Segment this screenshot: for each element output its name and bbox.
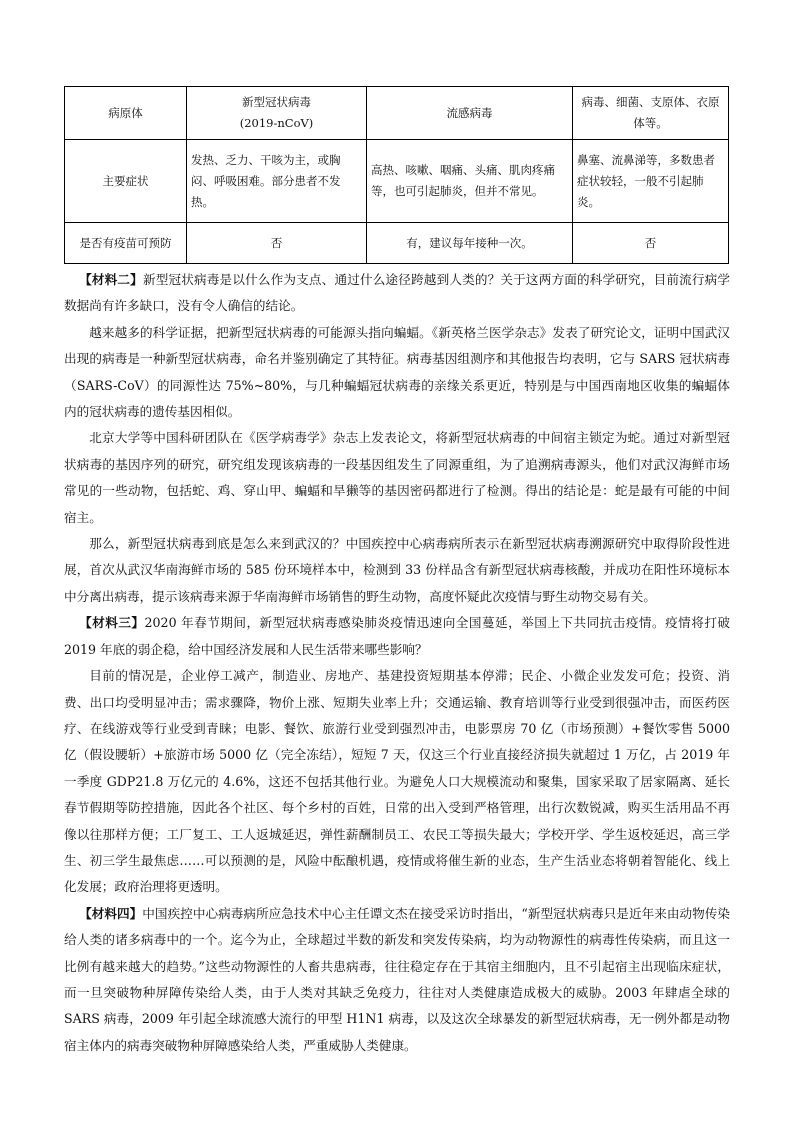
- cell-flu-vaccine: 有，建议每年接种一次。: [367, 223, 573, 264]
- document-page: [64, 86, 730, 1059]
- comparison-table: [64, 86, 729, 264]
- material4-paragraph-1: [64, 901, 730, 1059]
- material2-tag: 【材料二】: [79, 272, 143, 287]
- material3-tag: 【材料三】: [79, 615, 145, 631]
- material3-text-1: 2020 年春节期间，新型冠状病毒感染肺炎疫情迅速向全国蔓延，举国上下共同抗击疫情。疫情将打破 2019 年底的弱企稳，给中国经济发展和人民生活带来哪些影响？: [64, 615, 731, 657]
- table-row-symptoms: [65, 140, 729, 223]
- row-label-vaccine: 是否有疫苗可预防: [65, 223, 187, 264]
- header-covid: [187, 87, 367, 140]
- table-row-vaccine: [65, 223, 729, 264]
- row-label-symptoms: 主要症状: [65, 140, 187, 223]
- material3-paragraph-1: [64, 610, 730, 663]
- header-covid-code: (2019-nCoV): [239, 116, 314, 130]
- material2-paragraph-1: [64, 267, 730, 320]
- material2-paragraph-3: 北京大学等中国科研团队在《医学病毒学》杂志上发表论文，将新型冠状病毒的中间宿主锁定为蛇。通过对新型冠状病毒的基因序列的研究，研究组发现该病毒的一段基因组发生了同源重组，为了追溯病毒源头，他们对武汉海鲜市场常见的一些动物，包括蛇、鸡、穿山甲、蝙蝠和旱獭等的基因密码都进行了检测。得出的结论是：蛇是最有可能的中间宿主。: [64, 430, 730, 525]
- material2-paragraph-4: 那么，新型冠状病毒到底是怎么来到武汉的？中国疾控中心病毒病所表示在新型冠状病毒溯源研究中取得阶段性进展，首次从武汉华南海鲜市场的 585 份环境样本中，检测到 33 份样品含有新型冠状病毒核酸，并成功在阳性环境标本中分离出病毒，提示该病毒来源于华南海鲜市场销售的野生动物，高度怀疑此次疫情与野生动物交易有关。: [64, 536, 730, 604]
- cell-cold-vaccine: 否: [573, 223, 729, 264]
- material2-text-1: 新型冠状病毒是以什么作为支点、通过什么途径跨越到人类的？关于这两方面的科学研究，目前流行病学数据尚有许多缺口，没有令人确信的结论。: [64, 272, 731, 314]
- material3-paragraph-2: 目前的情况是，企业停工减产，制造业、房地产、基建投资短期基本停滞；民企、小微企业发发可危；投资、消费、出口均受明显冲击；需求骤降，物价上涨、短期失业率上升；交通运输、教育培训等行业受到很强冲击，而医药医疗、在线游戏等行业受到青睐；电影、餐饮、旅游行业受到强烈冲击，电影票房 70 亿（市场预测）+餐饮零售 5000 亿（假设腰斩）+旅游市场 5000 亿（完全冻结），短短 7 天，仅这三个行业直接经济损失就超过 1 万亿，占 2019 年一季度 GDP21.8 万亿元的 4.6%，这还不包括其他行业。为避免人口大规模流动和聚集，国家采取了居家隔离、延长春节假期等防控措施，因此各个社区、每个乡村的百姓，日常的出入受到严格管理，出行次数锐减，购买生活用品不再像以往那样方便；工厂复工、工人返城延迟，弹性薪酬制员工、农民工等损失最大；学校开学、学生返校延迟，高三学生、初三学生最焦虑……可以预测的是，风险中酝酿机遇，疫情或将催生新的业态，生产生活业态将朝着智能化、线上化发展；政府治理将更透明。: [64, 668, 730, 895]
- header-common-cold: 病毒、细菌、支原体、衣原体等。: [573, 87, 729, 140]
- cell-covid-vaccine: 否: [187, 223, 367, 264]
- cell-cold-symptoms: 鼻塞、流鼻涕等，多数患者症状较轻，一般不引起肺炎。: [573, 140, 729, 223]
- header-covid-name: 新型冠状病毒: [242, 95, 311, 109]
- material4-text-1: 中国疾控中心病毒病所应急技术中心主任谭文杰在接受采访时指出，“新型冠状病毒只是近年来由动物传染给人类的诸多病毒中的一个。迄今为止，全球超过半数的新发和突发传染病，均为动物源性的病毒性传染病，而且这一比例有越来越大的趋势。”这些动物源性的人畜共患病毒，往往稳定存在于其宿主细胞内，且不引起宿主出现临床症状，而一旦突破物种屏障传染给人类，由于人类对其缺乏免疫力，往往对人类健康造成极大的威胁。2003 年肆虐全球的 SARS 病毒，2009 年引起全球流感大流行的甲型 H1N1 病毒，以及这次全球暴发的新型冠状病毒，无一例外都是动物宿主体内的病毒突破物种屏障感染给人类，严重威胁人类健康。: [64, 905, 730, 1053]
- material2-paragraph-2: 越来越多的科学证据，把新型冠状病毒的可能源头指向蝙蝠。《新英格兰医学杂志》发表了研究论文，证明中国武汉出现的病毒是一种新型冠状病毒，命名并鉴别确定了其特征。病毒基因组测序和其他报告均表明，它与 SARS 冠状病毒（SARS-CoV）的同源性达 75%~80%，与几种蝙蝠冠状病毒的亲缘关系更近，特别是与中国西南地区收集的蝙蝠体内的冠状病毒的遗传基因相似。: [64, 324, 730, 420]
- cell-flu-symptoms: 高热、咳嗽、咽痛、头痛、肌肉疼痛等，也可引起肺炎，但并不常见。: [367, 140, 573, 223]
- header-flu: 流感病毒: [367, 87, 573, 140]
- material4-tag: 【材料四】: [79, 905, 143, 921]
- header-pathogen: 病原体: [65, 87, 187, 140]
- table-header-row: [65, 87, 729, 140]
- materials-body: [64, 267, 730, 1059]
- cell-covid-symptoms: 发热、乏力、干咳为主，或胸闷、呼吸困难。部分患者不发热。: [187, 140, 367, 223]
